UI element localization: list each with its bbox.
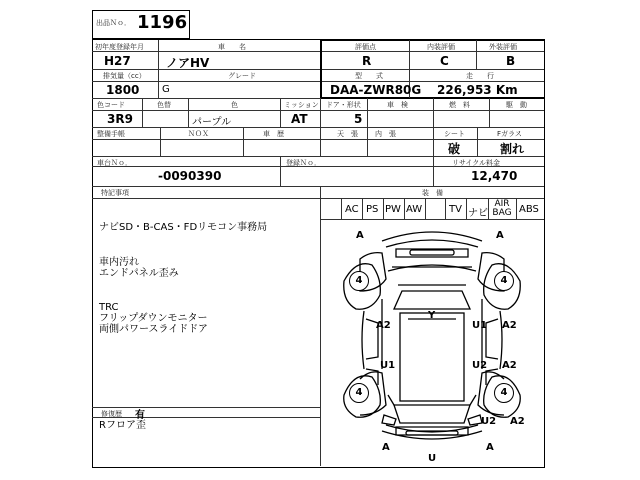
- mileage-label: 走 行: [466, 72, 494, 80]
- lot-number: 1196: [137, 12, 188, 33]
- drive-label: 駆 動: [506, 101, 527, 109]
- color-value: パープル: [192, 117, 232, 128]
- mark-right-rear-wheel: 4: [494, 383, 514, 403]
- score-value: R: [362, 54, 372, 68]
- mark-rear-u2: U2: [481, 416, 497, 427]
- glass-value: 割れ: [500, 142, 525, 156]
- seat-label: シート: [444, 130, 465, 138]
- mark-rear-left: A: [382, 442, 390, 453]
- recycle-value: 12,470: [471, 169, 518, 183]
- equip-aw: AW: [406, 204, 423, 215]
- exterior-value: B: [506, 54, 516, 68]
- equip-airbag: AIR BAG: [492, 199, 512, 218]
- year-value: H27: [104, 54, 131, 68]
- equip-abs: ABS: [519, 204, 539, 215]
- mission-value: AT: [291, 112, 308, 126]
- equip-navi: ナビ: [468, 208, 488, 219]
- mark-rear-right: A: [486, 442, 494, 453]
- mark-right-front-wheel: 4: [494, 271, 514, 291]
- exterior-label: 外装評価: [489, 43, 517, 51]
- note-line-1: ナビSD・B-CAS・FDリモコン事務局: [99, 222, 268, 233]
- glass-label: Fガラス: [497, 130, 522, 138]
- repair-value: 有: [135, 410, 145, 421]
- interior-label: 内装評価: [427, 43, 455, 51]
- mark-front-left: A: [356, 230, 364, 241]
- note-line-6: 両側パワースライドドア: [99, 324, 208, 335]
- cc-label: 排気量（cc）: [103, 72, 146, 80]
- mark-right-side-a2-2: A2: [502, 360, 517, 371]
- mark-left-door-a2: A2: [376, 320, 391, 331]
- mark-front-right: A: [496, 230, 504, 241]
- mark-left-front-wheel: 4: [349, 271, 369, 291]
- score-label: 評価点: [355, 43, 376, 51]
- color-change-label: 色替: [157, 101, 171, 109]
- note-line-2: 車内汚れ: [99, 257, 139, 268]
- mission-label: ミッション: [284, 101, 319, 109]
- year-label: 初年度登録年月: [95, 43, 144, 51]
- mileage-value: 226,953 Km: [437, 83, 518, 97]
- lot-label: 出品Ｎｏ．: [96, 19, 131, 27]
- color-code-label: 色コード: [97, 101, 125, 109]
- car-name-value: ノアHV: [166, 56, 210, 70]
- mark-left-rear-wheel: 4: [349, 383, 369, 403]
- inspection-label: 車 検: [387, 101, 408, 109]
- mark-right-door-u1: U1: [472, 320, 488, 331]
- equipment-label: 装 備: [422, 189, 443, 197]
- mark-rear-bumper: U: [428, 453, 437, 464]
- mark-rear-a2: A2: [510, 416, 525, 427]
- interior-value: C: [440, 54, 449, 68]
- nox-label: ＮＯＸ: [188, 130, 209, 138]
- model-value: DAA-ZWR80G: [330, 83, 422, 97]
- reg-label: 登録Ｎｏ．: [286, 159, 321, 167]
- tent-label: 天 張: [337, 130, 358, 138]
- repair-label: 修復歴: [101, 410, 122, 418]
- mark-right-side-a2: A2: [502, 320, 517, 331]
- inner-label: 内 張: [375, 130, 396, 138]
- color-label: 色: [231, 101, 238, 109]
- door-value: 5: [354, 112, 363, 126]
- car-diagram: [320, 219, 544, 466]
- equip-pw: PW: [385, 204, 401, 215]
- note-line-4: TRC: [99, 302, 119, 313]
- car-name-label: 車 名: [218, 43, 246, 51]
- door-label: ドア・形状: [326, 101, 361, 109]
- chassis-value: -0090390: [158, 169, 222, 183]
- mark-right-door-u2: U2: [472, 360, 488, 371]
- cc-value: 1800: [106, 83, 140, 97]
- grade-value: G: [162, 84, 170, 95]
- mark-left-door-u1: U1: [380, 360, 396, 371]
- model-label: 型 式: [355, 72, 383, 80]
- repair-detail: Rフロア歪: [99, 420, 146, 431]
- mark-roof: Y: [428, 310, 436, 321]
- recycle-label: リサイクル料金: [452, 159, 501, 167]
- equip-ps: PS: [366, 204, 379, 215]
- note-line-3: エンドパネル歪み: [99, 268, 179, 279]
- seat-value: 破: [448, 142, 461, 156]
- note-line-5: フリップダウンモニター: [99, 313, 208, 324]
- chassis-label: 車台Ｎｏ．: [97, 159, 132, 167]
- history-label: 車 歴: [263, 130, 284, 138]
- manual-label: 整備手帳: [97, 130, 125, 138]
- fuel-label: 燃 料: [449, 101, 470, 109]
- grade-label: グレード: [228, 72, 256, 80]
- color-code-value: 3R9: [107, 112, 133, 126]
- equip-ac: AC: [345, 204, 359, 215]
- equip-tv: TV: [449, 204, 462, 215]
- notes-label: 特記事項: [101, 189, 129, 197]
